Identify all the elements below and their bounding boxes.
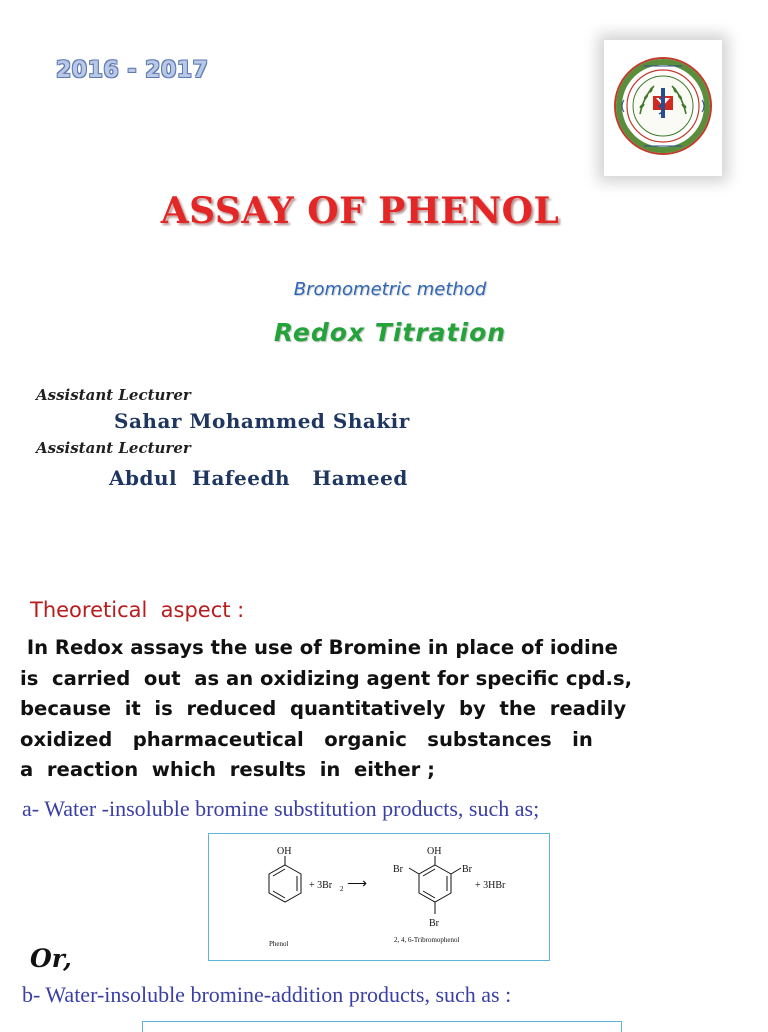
college-logo <box>604 40 722 176</box>
section-heading: Theoretical aspect : <box>30 598 245 622</box>
reaction-box-b <box>142 1021 622 1032</box>
page-title: ASSAY OF PHENOL <box>160 190 560 232</box>
byproduct-label: + 3HBr <box>475 880 506 891</box>
titration-type: Redox Titration <box>273 318 507 347</box>
paragraph-line: oxidized pharmaceutical organic substances in <box>20 727 593 751</box>
phenol-caption: Phenol <box>269 940 289 948</box>
reagent-subscript: 2 <box>340 885 344 893</box>
or-separator: Or, <box>30 944 72 973</box>
theory-paragraph <box>20 633 750 786</box>
paragraph-line: is carried out as an oxidizing agent for specific cpd.s, <box>20 666 633 690</box>
list-item-a: a- Water -insoluble bromine substitution products, such as; <box>22 796 540 821</box>
reagent-label: + 3Br <box>309 880 333 891</box>
author-role: Assistant Lecturer <box>36 439 191 457</box>
paragraph-line: In Redox assays the use of Bromine in place of iodine <box>20 636 618 659</box>
reaction-scheme <box>208 833 550 961</box>
paragraph-line: because it is reduced quantitatively by the readily <box>20 697 627 720</box>
bromine-left-label: Br <box>393 864 403 875</box>
phenol-oh-label: OH <box>277 846 292 857</box>
paragraph-line: a reaction which results in either ; <box>20 758 435 781</box>
author-name: Sahar Mohammed Shakir <box>114 409 410 433</box>
method-subtitle: Bromometric method <box>293 279 487 300</box>
product-oh-label: OH <box>427 846 442 857</box>
bromine-bottom-label: Br <box>429 918 439 929</box>
list-item-b: b- Water-insoluble bromine-addition products, such as : <box>22 982 512 1007</box>
bromination-reaction-diagram <box>209 834 549 960</box>
reaction-arrow: ⟶ <box>347 877 368 892</box>
academic-year: 2016 - 2017 <box>56 58 209 83</box>
bromine-right-label: Br <box>462 864 472 875</box>
college-of-pharmacy-seal-icon <box>604 40 722 176</box>
author-name: Abdul Hafeedh Hameed <box>109 466 408 490</box>
author-role: Assistant Lecturer <box>36 386 191 404</box>
tribromophenol-caption: 2, 4, 6-Tribromophenol <box>394 936 460 944</box>
